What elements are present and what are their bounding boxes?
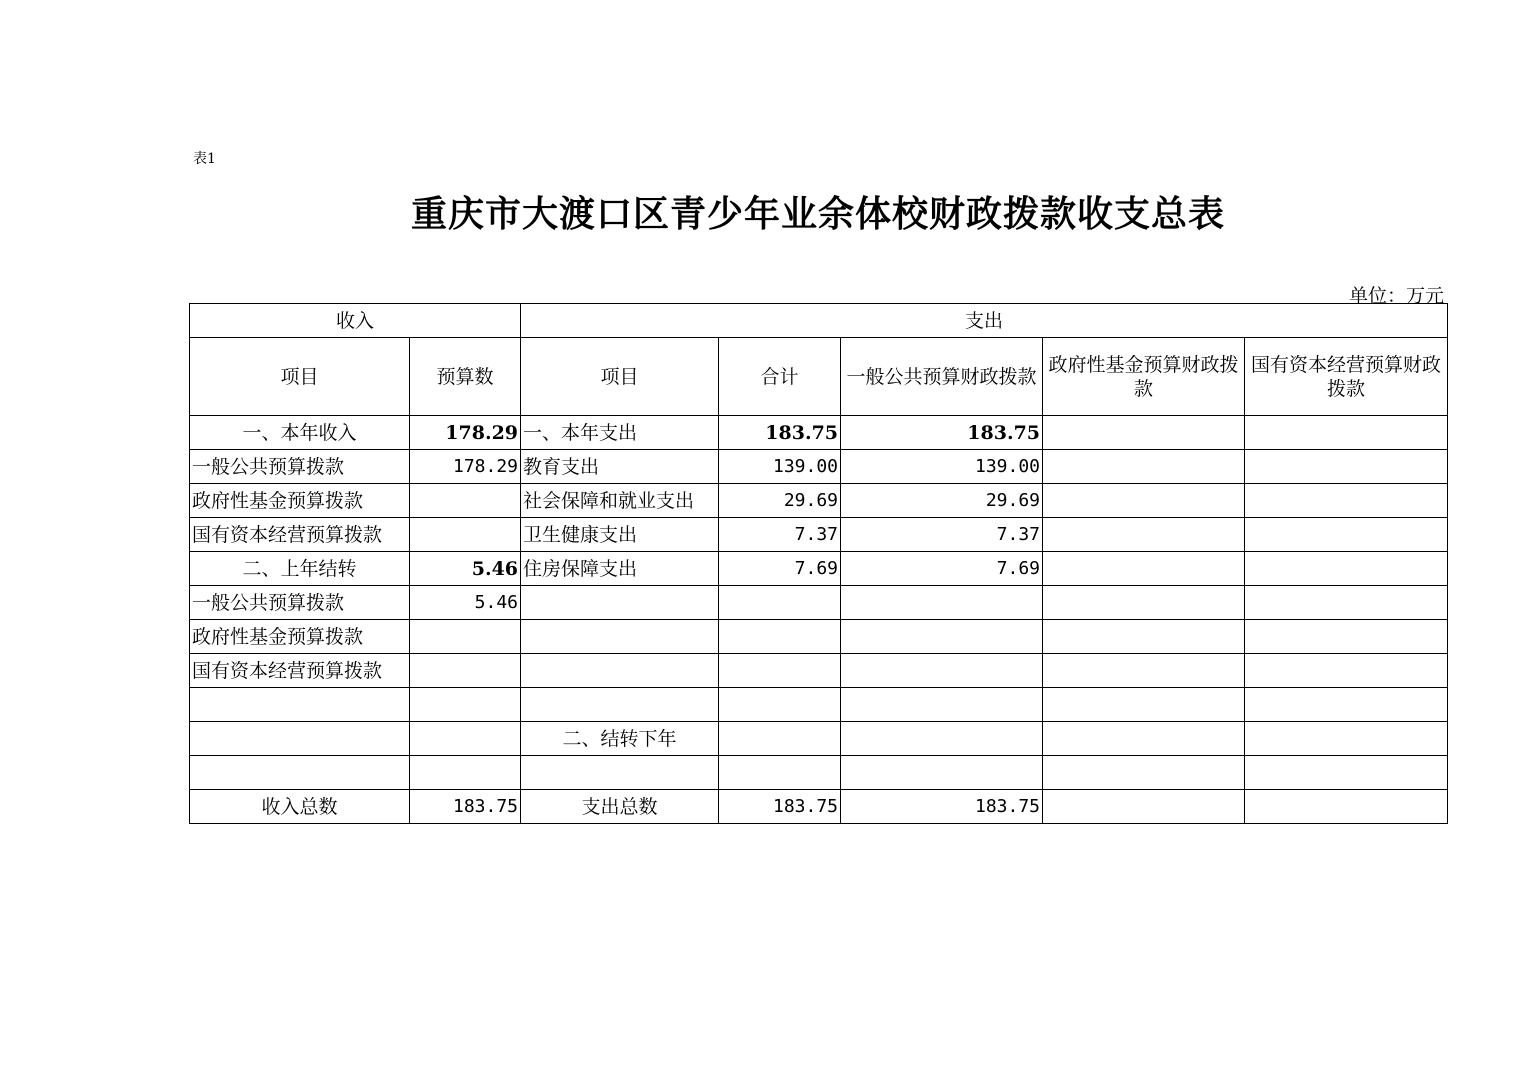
income-item: 政府性基金预算拨款 bbox=[190, 620, 410, 654]
income-value: 5.46 bbox=[410, 552, 521, 586]
fund-value bbox=[1043, 552, 1245, 586]
income-value: 178.29 bbox=[410, 450, 521, 484]
income-value bbox=[410, 756, 521, 790]
table-row bbox=[190, 654, 1448, 688]
expense-total-value: 183.75 bbox=[719, 790, 841, 824]
budget-table bbox=[189, 303, 1448, 824]
fund-value bbox=[1043, 620, 1245, 654]
total-value: 7.69 bbox=[719, 552, 841, 586]
gov-fund-header: 政府性基金预算财政拨款 bbox=[1043, 338, 1245, 416]
income-value bbox=[410, 722, 521, 756]
expense-item bbox=[521, 620, 719, 654]
income-value bbox=[410, 688, 521, 722]
total-value: 139.00 bbox=[719, 450, 841, 484]
income-value bbox=[410, 518, 521, 552]
fund-value bbox=[1043, 484, 1245, 518]
general-total-value: 183.75 bbox=[841, 790, 1043, 824]
expense-header: 支出 bbox=[521, 304, 1448, 338]
income-item: 政府性基金预算拨款 bbox=[190, 484, 410, 518]
income-value: 5.46 bbox=[410, 586, 521, 620]
expense-item bbox=[521, 654, 719, 688]
fund-value bbox=[1043, 450, 1245, 484]
income-item bbox=[190, 722, 410, 756]
income-item: 一、本年收入 bbox=[190, 416, 410, 450]
table-row bbox=[190, 552, 1448, 586]
fund-value bbox=[1043, 416, 1245, 450]
income-item bbox=[190, 756, 410, 790]
page-title: 重庆市大渡口区青少年业余体校财政拨款收支总表 bbox=[410, 194, 1225, 235]
expense-item: 教育支出 bbox=[521, 450, 719, 484]
fund-value bbox=[1043, 654, 1245, 688]
table-row bbox=[190, 484, 1448, 518]
total-value: 7.37 bbox=[719, 518, 841, 552]
expense-item: 住房保障支出 bbox=[521, 552, 719, 586]
general-public-header: 一般公共预算财政拨款 bbox=[841, 338, 1043, 416]
expense-item-header: 项目 bbox=[521, 338, 719, 416]
general-value bbox=[841, 620, 1043, 654]
income-budget-header: 预算数 bbox=[410, 338, 521, 416]
income-item: 国有资本经营预算拨款 bbox=[190, 654, 410, 688]
income-value bbox=[410, 620, 521, 654]
income-item: 二、上年结转 bbox=[190, 552, 410, 586]
income-item-header: 项目 bbox=[190, 338, 410, 416]
general-value: 7.37 bbox=[841, 518, 1043, 552]
table-row bbox=[190, 416, 1448, 450]
general-value bbox=[841, 654, 1043, 688]
income-item bbox=[190, 688, 410, 722]
expense-item: 二、结转下年 bbox=[521, 722, 719, 756]
total-value bbox=[719, 722, 841, 756]
general-value: 139.00 bbox=[841, 450, 1043, 484]
table-row bbox=[190, 620, 1448, 654]
fund-total-value bbox=[1043, 790, 1245, 824]
capital-value bbox=[1245, 654, 1448, 688]
expense-item bbox=[521, 688, 719, 722]
capital-value bbox=[1245, 450, 1448, 484]
fund-value bbox=[1043, 586, 1245, 620]
fund-value bbox=[1043, 722, 1245, 756]
general-value: 183.75 bbox=[841, 416, 1043, 450]
total-value bbox=[719, 620, 841, 654]
table-number: 表1 bbox=[193, 151, 216, 167]
table-row bbox=[190, 450, 1448, 484]
total-header: 合计 bbox=[719, 338, 841, 416]
general-value bbox=[841, 756, 1043, 790]
income-item: 一般公共预算拨款 bbox=[190, 586, 410, 620]
table-row bbox=[190, 586, 1448, 620]
expense-item: 卫生健康支出 bbox=[521, 518, 719, 552]
fund-value bbox=[1043, 518, 1245, 552]
table-row bbox=[190, 518, 1448, 552]
table-row bbox=[190, 722, 1448, 756]
general-value bbox=[841, 586, 1043, 620]
capital-value bbox=[1245, 722, 1448, 756]
capital-value bbox=[1245, 552, 1448, 586]
total-value bbox=[719, 586, 841, 620]
income-value bbox=[410, 654, 521, 688]
expense-item bbox=[521, 586, 719, 620]
expense-item: 一、本年支出 bbox=[521, 416, 719, 450]
capital-value bbox=[1245, 416, 1448, 450]
income-total-label: 收入总数 bbox=[190, 790, 410, 824]
total-value bbox=[719, 688, 841, 722]
income-value: 178.29 bbox=[410, 416, 521, 450]
header-row-2 bbox=[190, 338, 1448, 416]
income-header: 收入 bbox=[190, 304, 521, 338]
capital-total-value bbox=[1245, 790, 1448, 824]
unit-label: 单位：万元 bbox=[1348, 285, 1444, 307]
total-row bbox=[190, 790, 1448, 824]
capital-value bbox=[1245, 688, 1448, 722]
general-value bbox=[841, 722, 1043, 756]
fund-value bbox=[1043, 688, 1245, 722]
capital-value bbox=[1245, 518, 1448, 552]
income-item: 国有资本经营预算拨款 bbox=[190, 518, 410, 552]
total-value: 29.69 bbox=[719, 484, 841, 518]
total-value: 183.75 bbox=[719, 416, 841, 450]
capital-value bbox=[1245, 484, 1448, 518]
general-value: 29.69 bbox=[841, 484, 1043, 518]
income-item: 一般公共预算拨款 bbox=[190, 450, 410, 484]
fund-value bbox=[1043, 756, 1245, 790]
table-row bbox=[190, 756, 1448, 790]
total-value bbox=[719, 654, 841, 688]
header-row-1 bbox=[190, 304, 1448, 338]
total-value bbox=[719, 756, 841, 790]
general-value bbox=[841, 688, 1043, 722]
table-row bbox=[190, 688, 1448, 722]
capital-value bbox=[1245, 756, 1448, 790]
expense-total-label: 支出总数 bbox=[521, 790, 719, 824]
expense-item bbox=[521, 756, 719, 790]
income-value bbox=[410, 484, 521, 518]
general-value: 7.69 bbox=[841, 552, 1043, 586]
expense-item: 社会保障和就业支出 bbox=[521, 484, 719, 518]
capital-value bbox=[1245, 620, 1448, 654]
state-capital-header: 国有资本经营预算财政拨款 bbox=[1245, 338, 1448, 416]
income-total-value: 183.75 bbox=[410, 790, 521, 824]
capital-value bbox=[1245, 586, 1448, 620]
